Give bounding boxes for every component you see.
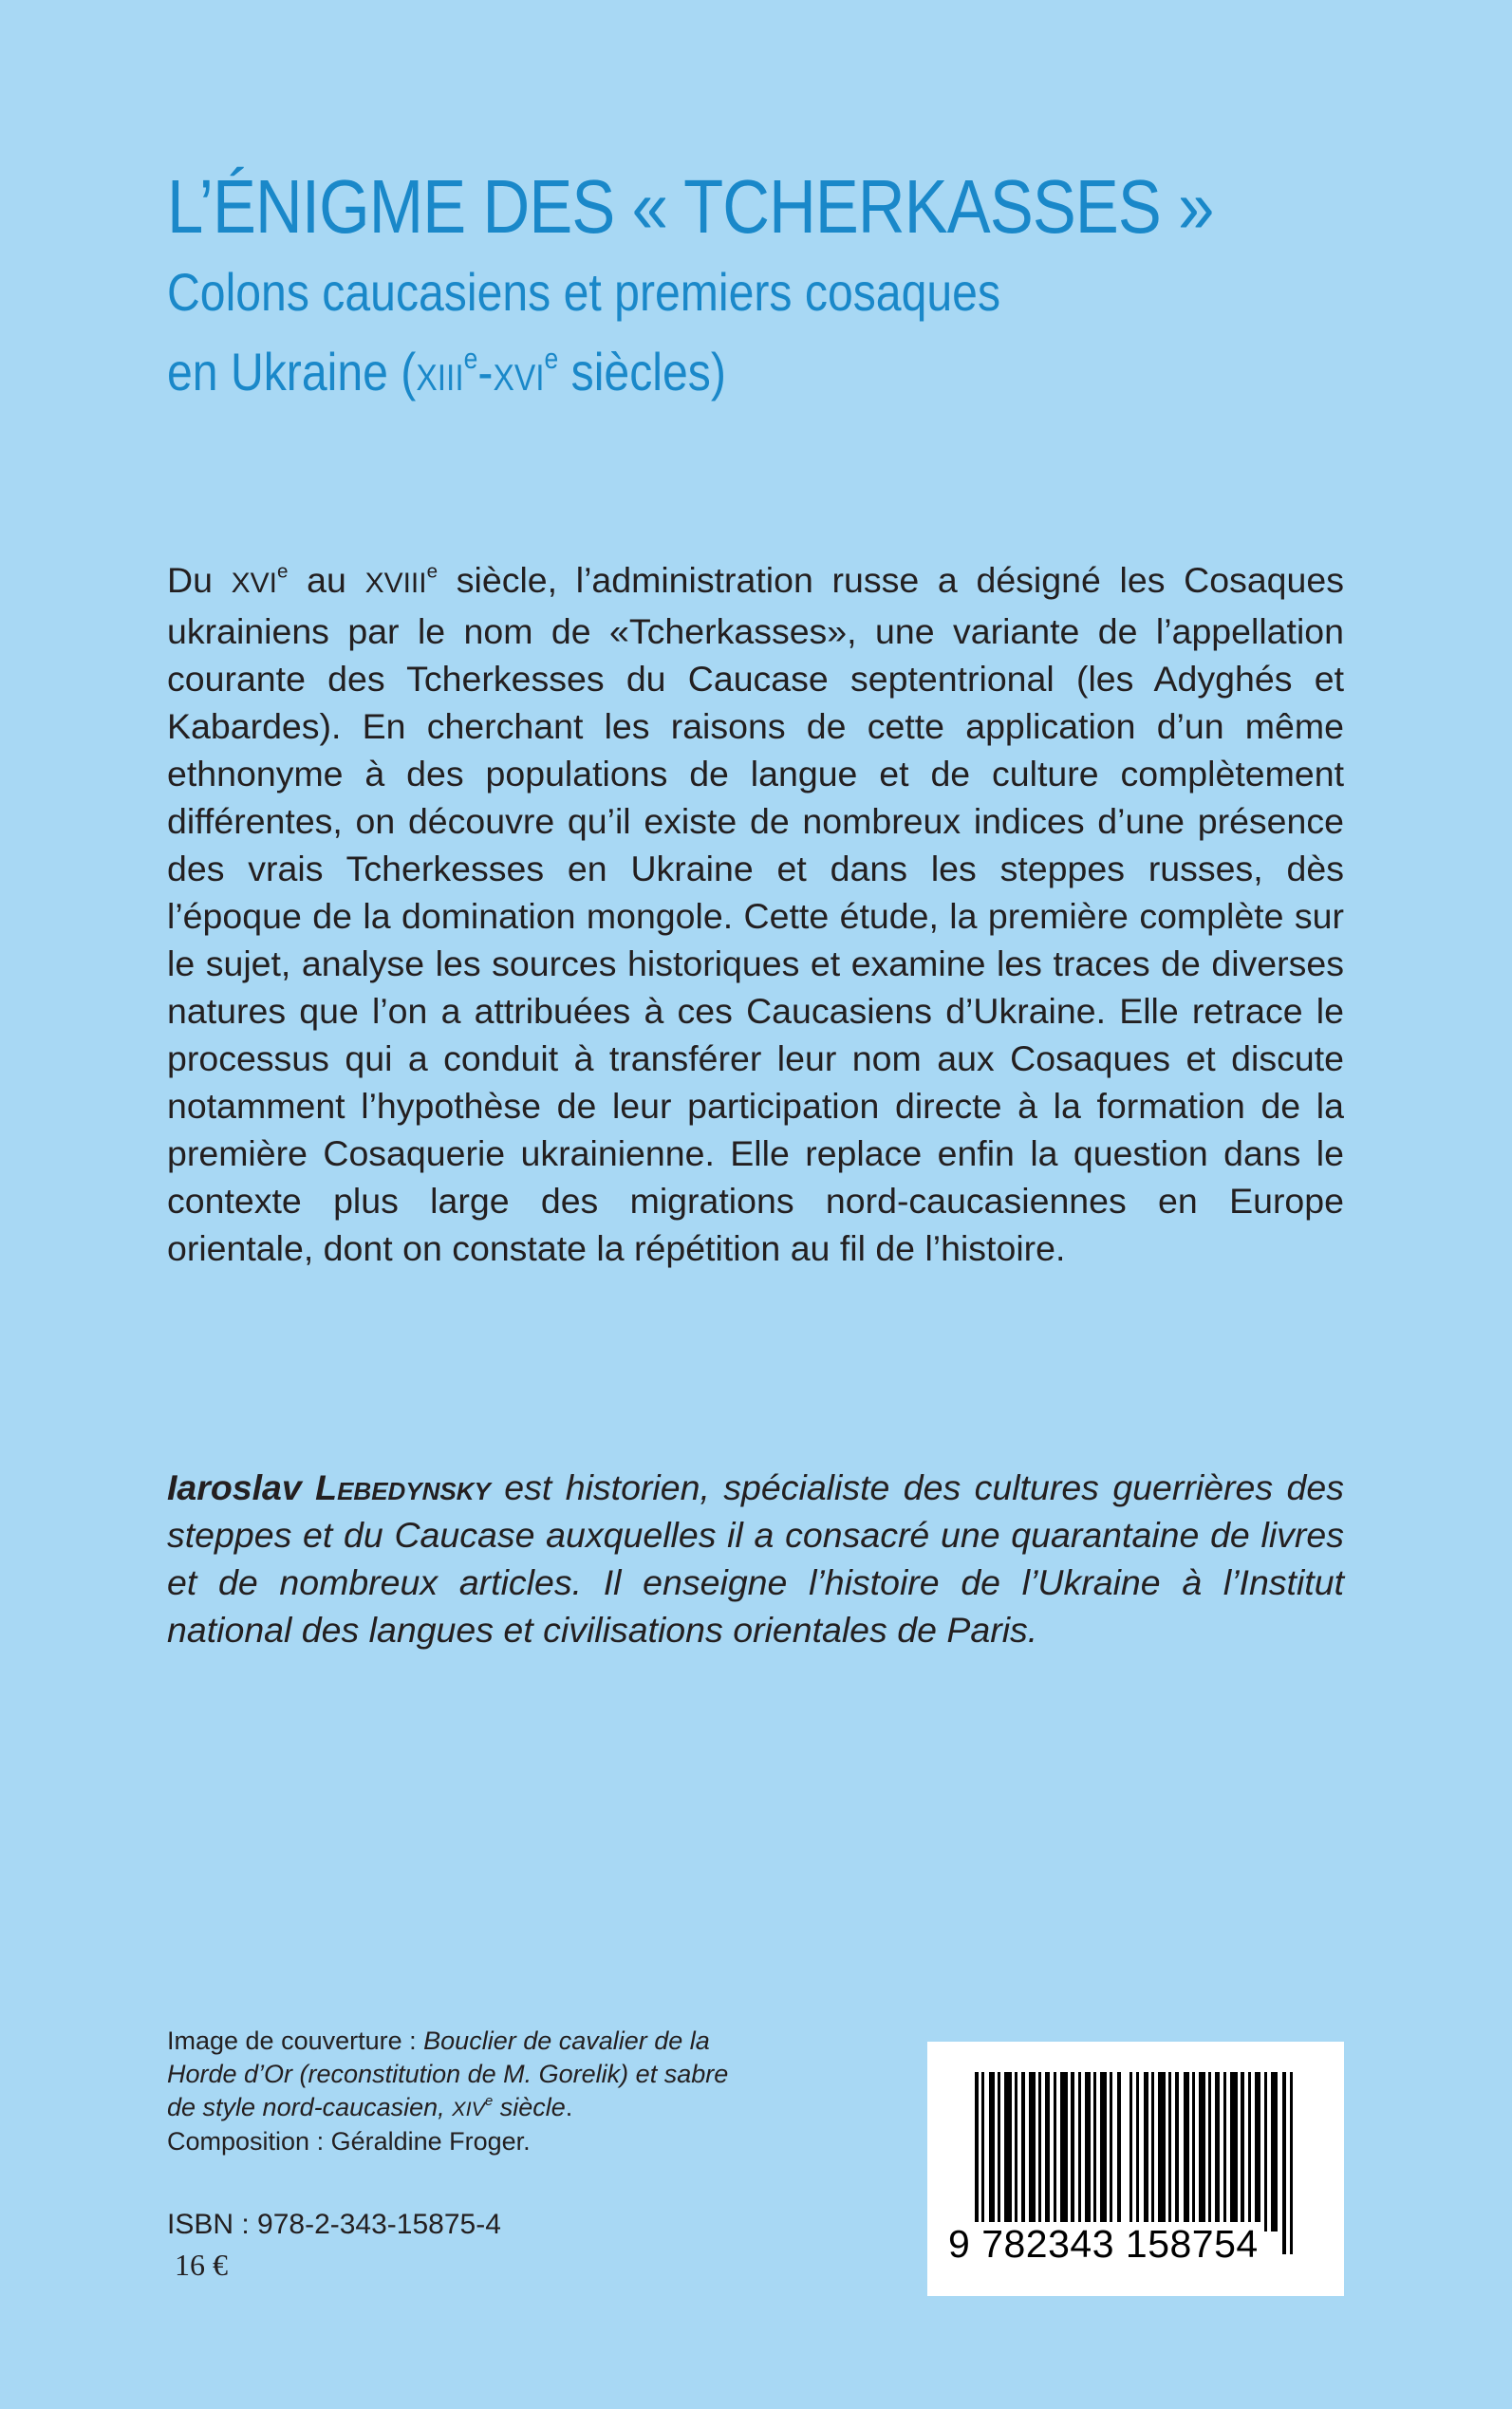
isbn: ISBN : 978-2-343-15875-4 xyxy=(167,2209,501,2240)
title-block xyxy=(167,161,1353,412)
book-title: L’ÉNIGME DES « TCHERKASSES » xyxy=(167,164,1214,249)
price: 16 € xyxy=(175,2248,228,2282)
barcode-digits: 9 782343 158754 xyxy=(948,2222,1259,2266)
barcode xyxy=(927,2042,1344,2296)
author-first-name: Iaroslav xyxy=(167,1467,302,1507)
composition-credit: Composition : Géraldine Froger. xyxy=(167,2127,531,2156)
cover-credits: Image de couverture : Bouclier de cavalier de la Horde d’Or (reconstitution de M. Gorelik) et sabre de style nord-caucasien, XIVe siècle. Composition : Géraldine Froger. xyxy=(167,2026,729,2156)
author-surname: Lebedynsky xyxy=(315,1467,491,1507)
summary-text: Du XVIe au XVIIIe siècle, l’administration russe a désigné les Cosaques ukrainiens par le nom de «Tcherkasses», une variante de l’appellation courante des Tcherkesses du Caucase septentrional (les Adyghés et Kabardes). En cherchant les raisons de cette application d’un même ethnonyme à des populations de langue et de culture complètement différentes, on découvre qu’il existe de nombreux indices d’une présence des vrais Tcherkesses en Ukraine et dans les steppes russes, dès l’époque de la domination mongole. Cette étude, la première complète sur le sujet, analyse les sources historiques et examine les traces de diverses natures que l’on a attribuées à ces Caucasiens d’Ukraine. Elle retrace le processus qui a conduit à transférer leur nom aux Cosaques et discute notamment l’hypothèse de leur participation directe à la formation de la première Cosaquerie ukrainienne. Elle replace enfin la question dans le contexte plus large des migrations nord-caucasiennes en Europe orientale, dont on constate la répétition au fil de l’histoire. xyxy=(167,560,1344,1268)
author-bio: Iaroslav Lebedynsky est historien, spécialiste des cultures guerrières des steppes et du Caucase auxquelles il a consacré une quarantaine de livres et de nombreux articles. Il enseigne l’histoire de l’Ukraine à l’Institut national des langues et civilisations orientales de Paris. xyxy=(167,1467,1344,1650)
book-subtitle-line1: Colons caucasiens et premiers cosaques xyxy=(167,262,1001,322)
book-subtitle-line2: en Ukraine (xiii$^e$-xvi$^e$ siècles) xyxy=(167,341,726,402)
